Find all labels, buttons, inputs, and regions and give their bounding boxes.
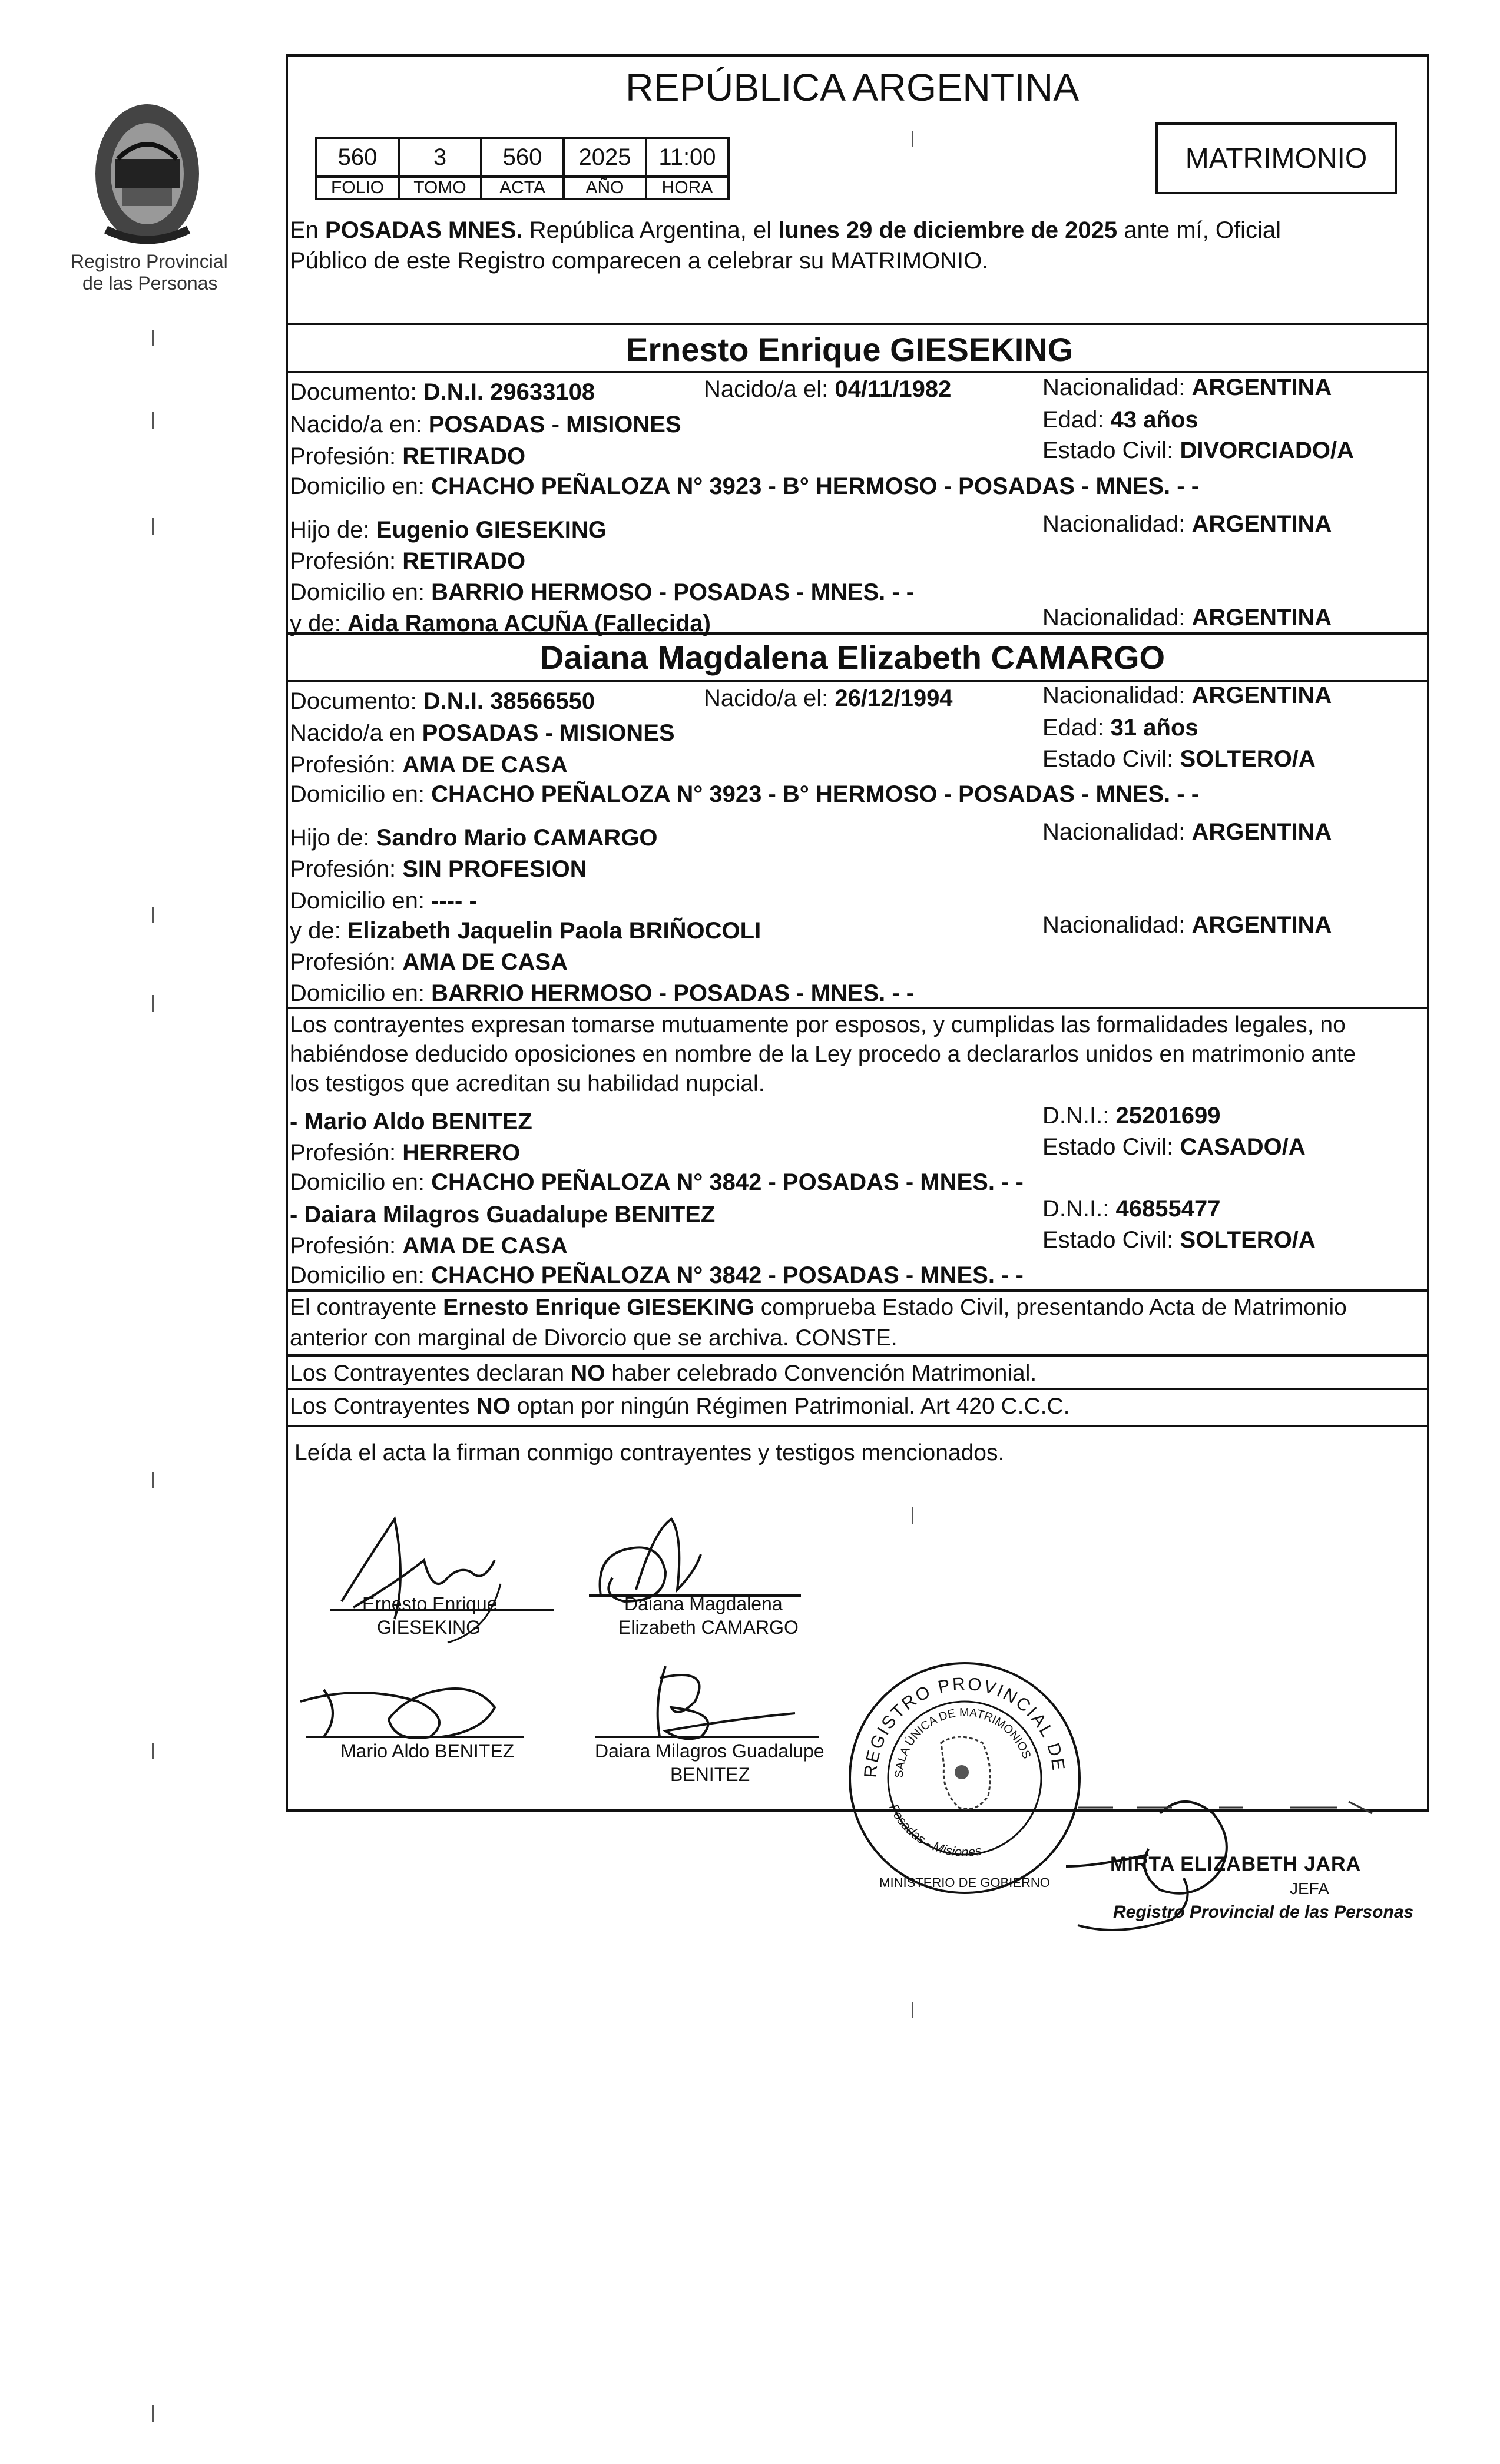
spouse1-address: Domicilio en: CHACHO PEÑALOZA N° 3923 - B° HERMOSO - POSADAS - MNES. - - — [290, 473, 1200, 499]
scan-mark — [152, 1472, 154, 1488]
spouse2-birthdate: Nacido/a el: 26/12/1994 — [704, 685, 953, 711]
spouse1-profession: Profesión: RETIRADO — [290, 443, 526, 469]
spouse2-father-profession: Profesión: SIN PROFESION — [290, 856, 587, 882]
scan-mark — [912, 1507, 913, 1524]
declaration-line2: habiéndose deducido oposiciones en nombre de la Ley procedo a declararlos unidos en matrimonio ante — [290, 1042, 1356, 1067]
act-type-box — [1155, 122, 1397, 194]
intro-line1 — [290, 217, 1281, 244]
note-line1: El contrayente Ernesto Enrique GIESEKING comprueba Estado Civil, presentando Acta de Matrimonio — [290, 1295, 1347, 1320]
scan-mark — [152, 412, 154, 429]
divider — [286, 1354, 1429, 1357]
logo-caption-line2: de las Personas — [82, 273, 218, 294]
scan-mark — [152, 2405, 154, 2422]
convention-line2: Los Contrayentes NO optan por ningún Régimen Patrimonial. Art 420 C.C.C. — [290, 1394, 1070, 1419]
sig4-caption-line2: BENITEZ — [670, 1764, 750, 1785]
spouse2-mother-address: Domicilio en: BARRIO HERMOSO - POSADAS - MNES. - - — [290, 980, 915, 1006]
scan-mark — [152, 995, 154, 1012]
witness1-civil-status: Estado Civil: CASADO/A — [1042, 1134, 1306, 1160]
intro-text-a: En — [290, 217, 326, 243]
scan-mark — [912, 131, 913, 147]
official-office: Registro Provincial de las Personas — [1113, 1902, 1414, 1922]
tomo-label: TOMO — [399, 177, 481, 199]
logo-caption-line1: Registro Provincial — [71, 251, 228, 272]
sig2-caption-line1: Daiana Magdalena — [624, 1593, 783, 1614]
spouse1-nationality: Nacionalidad: ARGENTINA — [1042, 374, 1332, 400]
spouse2-civil-status: Estado Civil: SOLTERO/A — [1042, 746, 1316, 772]
spouse2-name: Daiana Magdalena Elizabeth CAMARGO — [540, 639, 1165, 676]
divider — [286, 1007, 1429, 1009]
anio-value: 2025 — [564, 138, 646, 177]
sig1-caption-line2: GIESEKING — [377, 1617, 481, 1638]
official-name: MIRTA ELIZABETH JARA — [1110, 1853, 1362, 1875]
spouse1-birthplace: Nacido/a en: POSADAS - MISIONES — [290, 412, 681, 437]
divider — [286, 1425, 1429, 1427]
sig2-caption-line2: Elizabeth CAMARGO — [618, 1617, 799, 1638]
spouse2-profession: Profesión: AMA DE CASA — [290, 752, 568, 778]
witness2-profession: Profesión: AMA DE CASA — [290, 1233, 568, 1259]
signature-witness1 — [289, 1666, 536, 1752]
sig4-caption-line1: Daiara Milagros Guadalupe — [595, 1740, 824, 1762]
divider — [286, 632, 1429, 635]
sig1-caption-line1: Ernesto Enrique — [362, 1593, 498, 1614]
intro-text-b: República Argentina, el — [522, 217, 779, 243]
witness1-name: - Mario Aldo BENITEZ — [290, 1109, 532, 1135]
divider — [286, 323, 1429, 325]
divider — [286, 371, 1429, 373]
witness2-name: - Daiara Milagros Guadalupe BENITEZ — [290, 1202, 716, 1228]
sig3-caption: Mario Aldo BENITEZ — [340, 1740, 515, 1762]
tomo-value: 3 — [399, 138, 481, 177]
witness1-profession: Profesión: HERRERO — [290, 1140, 521, 1166]
spouse1-father-profession: Profesión: RETIRADO — [290, 548, 526, 574]
acta-label: ACTA — [481, 177, 564, 199]
stamp-inner-text: SALA ÚNICA DE MATRIMONIOS — [892, 1706, 1034, 1779]
spouse2-mother-nationality: Nacionalidad: ARGENTINA — [1042, 912, 1332, 938]
spouse1-document: Documento: D.N.I. 29633108 — [290, 379, 595, 405]
spouse2-father: Hijo de: Sandro Mario CAMARGO — [290, 825, 658, 851]
official-role: JEFA — [1290, 1879, 1329, 1898]
folio-value: 560 — [316, 138, 399, 177]
convention-line1: Los Contrayentes declaran NO haber celebrado Convención Matrimonial. — [290, 1361, 1037, 1386]
stamp-city-text: Posadas - Misiones — [886, 1801, 983, 1859]
witness2-civil-status: Estado Civil: SOLTERO/A — [1042, 1227, 1316, 1253]
spouse2-mother: y de: Elizabeth Jaquelin Paola BRIÑOCOLI — [290, 918, 761, 944]
intro-text-c: ante mí, Oficial — [1117, 217, 1281, 243]
spouse2-nationality: Nacionalidad: ARGENTINA — [1042, 682, 1332, 708]
scan-mark — [152, 330, 154, 346]
page-title: REPÚBLICA ARGENTINA — [625, 65, 1080, 109]
spouse1-father-address: Domicilio en: BARRIO HERMOSO - POSADAS - MNES. - - — [290, 579, 915, 605]
spouse2-father-address: Domicilio en: ---- - — [290, 888, 477, 914]
signature-witness2 — [583, 1654, 830, 1752]
witness2-address: Domicilio en: CHACHO PEÑALOZA N° 3842 - POSADAS - MNES. - - — [290, 1262, 1024, 1288]
stamp-ministry-text: MINISTERIO DE GOBIERNO — [879, 1875, 1050, 1890]
scan-mark — [152, 518, 154, 535]
spouse1-civil-status: Estado Civil: DIVORCIADO/A — [1042, 437, 1355, 463]
act-type: MATRIMONIO — [1185, 142, 1367, 174]
witness2-dni: D.N.I.: 46855477 — [1042, 1196, 1221, 1222]
spouse2-document: Documento: D.N.I. 38566550 — [290, 688, 595, 714]
intro-line2: Público de este Registro comparecen a celebrar su MATRIMONIO. — [290, 248, 989, 274]
spouse1-father-nationality: Nacionalidad: ARGENTINA — [1042, 511, 1332, 537]
declaration-line1: Los contrayentes expresan tomarse mutuamente por esposos, y cumplidas las formalidades legales, no — [290, 1012, 1346, 1037]
hora-value: 11:00 — [646, 138, 729, 177]
intro-place: POSADAS MNES. — [325, 217, 523, 243]
anio-label: AÑO — [564, 177, 646, 199]
spouse2-father-nationality: Nacionalidad: ARGENTINA — [1042, 819, 1332, 845]
spouse2-address: Domicilio en: CHACHO PEÑALOZA N° 3923 - B° HERMOSO - POSADAS - MNES. - - — [290, 781, 1200, 807]
provincial-seal-logo — [82, 94, 212, 265]
scan-mark — [152, 1743, 154, 1759]
closing-text: Leída el acta la firman conmigo contrayentes y testigos mencionados. — [294, 1440, 1005, 1465]
spouse1-age: Edad: 43 años — [1042, 407, 1198, 433]
spouse1-father: Hijo de: Eugenio GIESEKING — [290, 517, 607, 543]
witness1-address: Domicilio en: CHACHO PEÑALOZA N° 3842 - POSADAS - MNES. - - — [290, 1169, 1024, 1195]
hora-label: HORA — [646, 177, 729, 199]
spouse1-birthdate: Nacido/a el: 04/11/1982 — [704, 376, 952, 402]
divider — [286, 1388, 1429, 1390]
acta-value: 560 — [481, 138, 564, 177]
witness1-dni: D.N.I.: 25201699 — [1042, 1103, 1221, 1129]
divider — [286, 1289, 1429, 1292]
folio-label: FOLIO — [316, 177, 399, 199]
spouse1-name: Ernesto Enrique GIESEKING — [626, 331, 1074, 368]
note-line2: anterior con marginal de Divorcio que se archiva. CONSTE. — [290, 1325, 898, 1351]
spouse2-birthplace: Nacido/a en POSADAS - MISIONES — [290, 720, 675, 746]
spouse1-mother-nationality: Nacionalidad: ARGENTINA — [1042, 605, 1332, 631]
scan-mark — [912, 2002, 913, 2018]
stamp-outer-text: REGISTRO PROVINCIAL DE — [860, 1674, 1068, 1779]
declaration-line3: los testigos que acreditan su habilidad nupcial. — [290, 1071, 765, 1096]
svg-text:Posadas - Misiones — [886, 1802, 983, 1859]
register-table — [315, 137, 730, 200]
spouse2-mother-profession: Profesión: AMA DE CASA — [290, 949, 568, 975]
scan-mark — [152, 907, 154, 923]
spouse2-age: Edad: 31 años — [1042, 715, 1198, 741]
spouse1-mother: y de: Aida Ramona ACUÑA (Fallecida) — [290, 611, 711, 636]
intro-date: lunes 29 de diciembre de 2025 — [778, 217, 1118, 243]
